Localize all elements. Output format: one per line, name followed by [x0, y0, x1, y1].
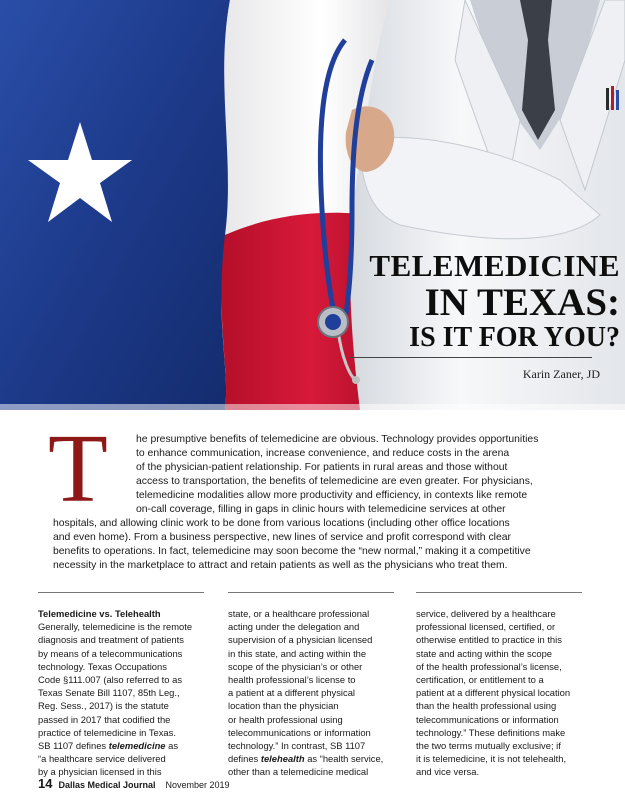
intro-line: of the physician-patient relationship. For patients in rural areas and those without: [136, 462, 508, 473]
body-text: defines: [228, 753, 261, 765]
column-2: [228, 607, 408, 779]
body-line: diagnosis and treatment of patients: [38, 634, 184, 646]
body-line: state and acting within the scope: [416, 647, 553, 659]
intro-line: and even home). From a business perspective, new lines of service and profit correspond with clear: [53, 532, 511, 543]
body-text: as: [165, 740, 179, 752]
intro-line: hospitals, and allowing clinic work to be done from various locations (including other office locations: [53, 518, 510, 529]
intro-line: telemedicine modalities allow more productivity and efficiency, in contexts like remote: [136, 490, 528, 501]
body-line: and vice versa.: [416, 766, 480, 778]
page-number: 14: [38, 776, 53, 791]
intro-line: access to transportation, the benefits of telemedicine are even greater. For physicians,: [136, 476, 533, 487]
body-line: technology.” In contrast, SB 1107: [228, 740, 366, 752]
body-line: acting under the delegation and: [228, 621, 360, 633]
body-line: than the health professional using: [416, 700, 557, 712]
body-line: professional licensed, certified, or: [416, 621, 556, 633]
column-divider: [228, 592, 394, 593]
body-line: Reg. Sess., 2017) is the statute: [38, 700, 169, 712]
body-line: health professional’s license to: [228, 674, 356, 686]
author-byline: Karin Zaner, JD: [522, 367, 600, 381]
body-line: scope of the physician’s or other: [228, 660, 363, 672]
body-line: technology.” These definitions make: [416, 726, 566, 738]
body-line: “a healthcare service delivered: [38, 753, 166, 765]
body-line: by means of a telecommunications: [38, 647, 183, 659]
body-text: SB 1107 defines: [38, 740, 109, 752]
body-line: Code §111.007 (also referred to as: [38, 674, 183, 686]
defined-term: telemedicine: [108, 740, 166, 752]
column-divider: [416, 592, 582, 593]
body-line: by a physician licensed in this: [38, 766, 162, 778]
intro-line: he presumptive benefits of telemedicine are obvious. Technology provides opportunities: [136, 434, 539, 445]
article-title: [330, 250, 620, 352]
title-line-3: IS IT FOR YOU?: [409, 322, 620, 353]
body-line: telecommunications or information: [228, 726, 371, 738]
title-line-2: IN TEXAS:: [424, 281, 620, 324]
defined-term: telehealth: [260, 753, 305, 765]
title-divider: [350, 357, 592, 358]
body-line: location than the physician: [228, 700, 339, 712]
drop-cap: T: [48, 415, 108, 523]
intro-line: necessity in the marketplace to attract and retain patients as well as the physicians who treat them.: [53, 560, 508, 571]
body-line: state, or a healthcare professional: [228, 608, 370, 619]
body-line: service, delivered by a healthcare: [416, 608, 556, 619]
body-line: Generally, telemedicine is the remote: [38, 621, 193, 633]
intro-line: on-call coverage, filling in gaps in clinic hours with telemedicine services at other: [136, 504, 506, 515]
body-line: patient at a different physical location: [416, 687, 571, 699]
body-line: a patient at a different physical: [228, 687, 355, 699]
body-line: telecommunications or information: [416, 713, 559, 725]
issue-date: November 2019: [165, 780, 230, 790]
section-heading: Telemedicine vs. Telehealth: [38, 608, 161, 619]
body-line: [38, 739, 218, 752]
column-divider: [38, 592, 204, 593]
page-footer: [38, 776, 230, 791]
body-line: it is telemedicine, it is not telehealth,: [416, 753, 567, 765]
body-line: [228, 752, 408, 765]
body-line: of the health professional’s license,: [416, 660, 562, 672]
body-line: certification, or entitlement to a: [416, 674, 544, 686]
body-line: passed in 2017 that codified the: [38, 713, 171, 725]
body-text: as “health service,: [304, 753, 384, 765]
body-line: technology. Texas Occupations: [38, 660, 167, 672]
body-line: or health professional using: [228, 713, 343, 725]
intro-line: benefits to operations. In fact, telemedicine may soon become the “new normal,” making it a competitive: [53, 546, 531, 557]
column-3: [416, 607, 596, 779]
body-line: in this state, and acting within the: [228, 647, 367, 659]
body-line: supervision of a physician licensed: [228, 634, 373, 646]
body-line: practice of telemedicine in Texas.: [38, 726, 176, 738]
body-line: otherwise entitled to practice in this: [416, 634, 562, 646]
journal-name: Dallas Medical Journal: [58, 780, 156, 790]
intro-line: to enhance communication, increase convenience, and reduce costs in the arena: [136, 448, 510, 459]
column-1: [38, 607, 218, 779]
body-line: other than a telemedicine medical: [228, 766, 369, 778]
body-line: Texas Senate Bill 1107, 85th Leg.,: [38, 687, 180, 699]
body-line: the two terms mutually exclusive; if: [416, 740, 561, 752]
title-line-1: TELEMEDICINE: [369, 248, 620, 283]
